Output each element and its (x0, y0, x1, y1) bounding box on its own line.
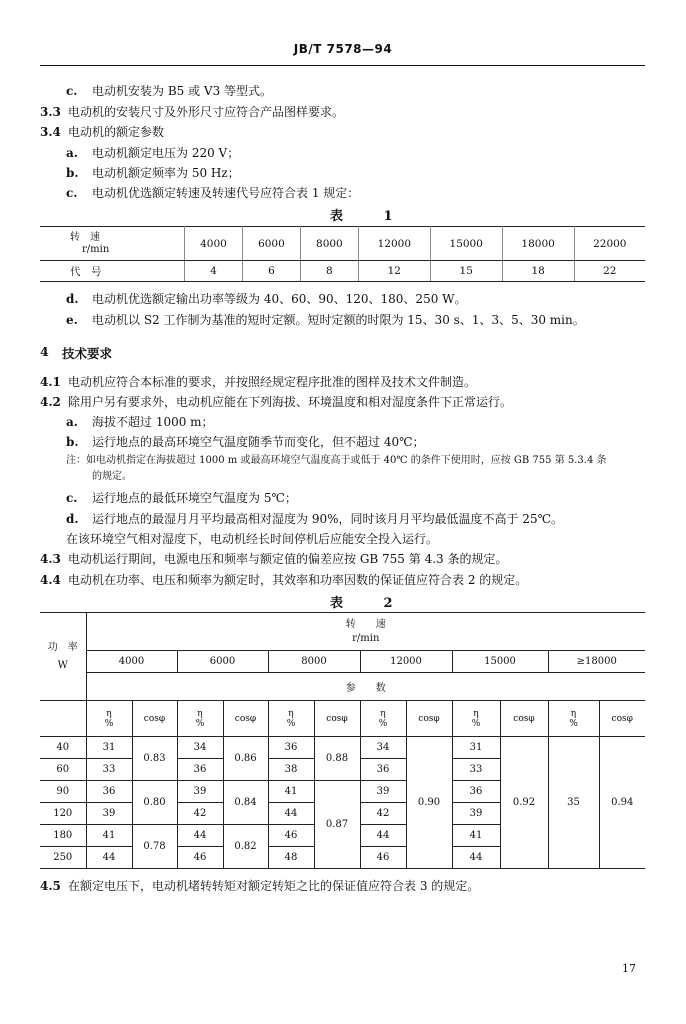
eta-header (360, 701, 406, 737)
speed-col: 4000 (86, 651, 177, 673)
pct-symbol: % (286, 718, 296, 729)
paragraph: 电动机优选额定输出功率等级为 40、60、90、120、180、250 W。 (92, 292, 467, 306)
speed-label: 转 速 (345, 618, 386, 630)
item-number: e. (66, 313, 78, 327)
item-number: d. (66, 512, 79, 526)
eta-header (268, 701, 314, 737)
eta-cell: 42 (360, 803, 406, 825)
clause-number: 4.5 (40, 879, 61, 893)
eta-cell: 36 (360, 759, 406, 781)
table1-row1-header (40, 227, 185, 261)
document-header: JB/T 7578—94 (293, 42, 393, 56)
cos-cell: 0.80 (132, 781, 177, 825)
speed-col: 8000 (268, 651, 360, 673)
eta-cell: 39 (360, 781, 406, 803)
paragraph: 电动机额定频率为 50 Hz； (92, 166, 240, 180)
eta-header (86, 701, 132, 737)
eta-cell: 35 (548, 737, 599, 869)
eta-cell: 44 (360, 825, 406, 847)
eta-cell: 44 (268, 803, 314, 825)
power-unit: W (57, 659, 68, 671)
paragraph: 电动机优选额定转速及转速代号应符合表 1 规定： (92, 186, 360, 200)
cos-cell: 0.86 (223, 737, 268, 781)
eta-cell: 39 (177, 781, 223, 803)
table1-speed-cell: 22000 (574, 227, 645, 261)
eta-cell: 36 (177, 759, 223, 781)
eta-header (548, 701, 599, 737)
eta-symbol: η (106, 708, 112, 719)
pct-symbol: % (569, 718, 578, 729)
eta-cell: 36 (452, 781, 500, 803)
eta-cell: 31 (86, 737, 132, 759)
item-number: c. (66, 84, 78, 98)
eta-cell: 36 (86, 781, 132, 803)
eta-cell: 41 (452, 825, 500, 847)
power-label: 功 率 (47, 641, 78, 653)
eta-symbol: η (380, 708, 386, 719)
cos-cell: 0.92 (500, 737, 548, 869)
eta-cell: 46 (177, 847, 223, 869)
speed-col: 15000 (452, 651, 548, 673)
clause-number: 4.1 (40, 375, 61, 389)
eta-cell: 41 (86, 825, 132, 847)
clause-number: 3.3 (40, 105, 61, 119)
item-number: b. (66, 435, 79, 449)
eta-cell: 34 (360, 737, 406, 759)
clause-number: 3.4 (40, 125, 61, 139)
eta-cell: 44 (452, 847, 500, 869)
item-number: a. (66, 415, 78, 429)
cos-cell: 0.83 (132, 737, 177, 781)
speed-col: ≥18000 (548, 651, 645, 673)
table1-speed-cell: 15000 (430, 227, 502, 261)
power-cell: 90 (40, 781, 86, 803)
cos-header: cosφ (314, 701, 360, 737)
cos-cell: 0.84 (223, 781, 268, 825)
eta-cell: 48 (268, 847, 314, 869)
table1-code-label: 代 号 (40, 261, 185, 282)
speed-unit: r/min (352, 632, 380, 644)
paragraph: 电动机安装为 B5 或 V3 等型式。 (92, 84, 273, 98)
table1-caption: 表 1 (330, 209, 411, 224)
page-number: 17 (622, 962, 636, 975)
item-number: d. (66, 292, 79, 306)
speed-col: 6000 (177, 651, 268, 673)
cos-header: cosφ (599, 701, 645, 737)
cos-header: cosφ (500, 701, 548, 737)
power-cell: 180 (40, 825, 86, 847)
table1-speed-cell: 12000 (358, 227, 430, 261)
item-number: a. (66, 146, 78, 160)
eta-cell: 33 (452, 759, 500, 781)
paragraph: 运行地点的最湿月月平均最高相对湿度为 90%，同时该月月平均最低温度不高于 25℃。 (92, 512, 563, 526)
power-cell: 40 (40, 737, 86, 759)
eta-header (177, 701, 223, 737)
eta-cell: 41 (268, 781, 314, 803)
clause-number: 4.4 (40, 573, 61, 587)
empty-cell (40, 701, 86, 737)
paragraph: 运行地点的最高环境空气温度随季节而变化，但不超过 40℃； (92, 435, 425, 449)
table1-code-cell: 8 (300, 261, 358, 282)
paragraph: 电动机在功率、电压和频率为额定时，其效率和功率因数的保证值应符合表 2 的规定。 (68, 573, 528, 587)
paragraph: 海拔不超过 1000 m； (92, 415, 214, 429)
cos-header: cosφ (406, 701, 452, 737)
clause-number: 4.3 (40, 552, 61, 566)
power-cell: 250 (40, 847, 86, 869)
cos-cell: 0.90 (406, 737, 452, 869)
section-heading: 技术要求 (62, 346, 113, 361)
note-line: 注：如电动机指定在海拔超过 1000 m 或最高环境空气温度高于或低于 40℃ 的条件下使用时，应按 GB 755 第 5.3.4 条 (66, 455, 607, 466)
table1-code-cell: 22 (574, 261, 645, 282)
paragraph: 电动机运行期间，电源电压和频率与额定值的偏差应按 GB 755 第 4.3 条的规定。 (68, 552, 508, 566)
table1 (40, 226, 645, 282)
eta-cell: 44 (86, 847, 132, 869)
table1-code-cell: 15 (430, 261, 502, 282)
eta-cell: 46 (360, 847, 406, 869)
table2-caption: 表 2 (330, 596, 411, 611)
table2 (40, 612, 645, 869)
table1-code-cell: 4 (185, 261, 243, 282)
cos-cell: 0.78 (132, 825, 177, 869)
cos-cell: 0.94 (599, 737, 645, 869)
item-number: c. (66, 491, 78, 505)
eta-symbol: η (473, 708, 479, 719)
paragraph: 电动机额定电压为 220 V； (92, 146, 240, 160)
eta-cell: 38 (268, 759, 314, 781)
table1-speed-cell: 18000 (502, 227, 574, 261)
pct-symbol: % (471, 718, 481, 729)
power-header (40, 613, 86, 701)
paragraph: 电动机以 S2 工作制为基准的短时定额。短时定额的时限为 15、30 s、1、3、5、30 min。 (92, 313, 585, 327)
speed-header (86, 613, 645, 651)
eta-cell: 31 (452, 737, 500, 759)
eta-symbol: η (288, 708, 294, 719)
table1-speed-label: 转 速 (70, 231, 100, 243)
paragraph: 除用户另有要求外，电动机应能在下列海拔、环境温度和相对湿度条件下正常运行。 (68, 395, 513, 409)
header-rule (40, 65, 645, 66)
item-number: b. (66, 166, 79, 180)
paragraph: 运行地点的最低环境空气温度为 5℃； (92, 491, 297, 505)
paragraph: 在该环境空气相对湿度下，电动机经长时间停机后应能安全投入运行。 (66, 532, 439, 546)
eta-cell: 42 (177, 803, 223, 825)
pct-symbol: % (104, 718, 114, 729)
table1-speed-cell: 6000 (242, 227, 300, 261)
table1-speed-unit: r/min (82, 243, 110, 255)
paragraph: 电动机的额定参数 (68, 125, 165, 139)
paragraph: 电动机的安装尺寸及外形尺寸应符合产品图样要求。 (68, 105, 345, 119)
cos-header: cosφ (223, 701, 268, 737)
cos-cell: 0.82 (223, 825, 268, 869)
note-line: 的规定。 (92, 471, 132, 482)
eta-cell: 39 (86, 803, 132, 825)
eta-cell: 39 (452, 803, 500, 825)
eta-symbol: η (197, 708, 203, 719)
paragraph: 电动机应符合本标准的要求，并按照经规定程序批准的图样及技术文件制造。 (68, 375, 477, 389)
pct-symbol: % (195, 718, 205, 729)
cos-cell: 0.88 (314, 737, 360, 781)
table1-code-cell: 18 (502, 261, 574, 282)
param-header: 参 数 (86, 673, 645, 701)
eta-header (452, 701, 500, 737)
eta-symbol: η (570, 708, 577, 719)
table1-code-cell: 6 (242, 261, 300, 282)
cos-header: cosφ (132, 701, 177, 737)
cos-cell: 0.87 (314, 781, 360, 869)
section-number: 4 (40, 344, 49, 359)
power-cell: 120 (40, 803, 86, 825)
speed-col: 12000 (360, 651, 452, 673)
eta-cell: 36 (268, 737, 314, 759)
eta-cell: 46 (268, 825, 314, 847)
eta-cell: 44 (177, 825, 223, 847)
item-number: c. (66, 186, 78, 200)
clause-number: 4.2 (40, 395, 61, 409)
eta-cell: 34 (177, 737, 223, 759)
table1-speed-cell: 8000 (300, 227, 358, 261)
pct-symbol: % (378, 718, 388, 729)
power-cell: 60 (40, 759, 86, 781)
eta-cell: 33 (86, 759, 132, 781)
paragraph: 在额定电压下，电动机堵转转矩对额定转矩之比的保证值应符合表 3 的规定。 (68, 879, 480, 893)
table1-speed-cell: 4000 (185, 227, 243, 261)
table1-code-cell: 12 (358, 261, 430, 282)
